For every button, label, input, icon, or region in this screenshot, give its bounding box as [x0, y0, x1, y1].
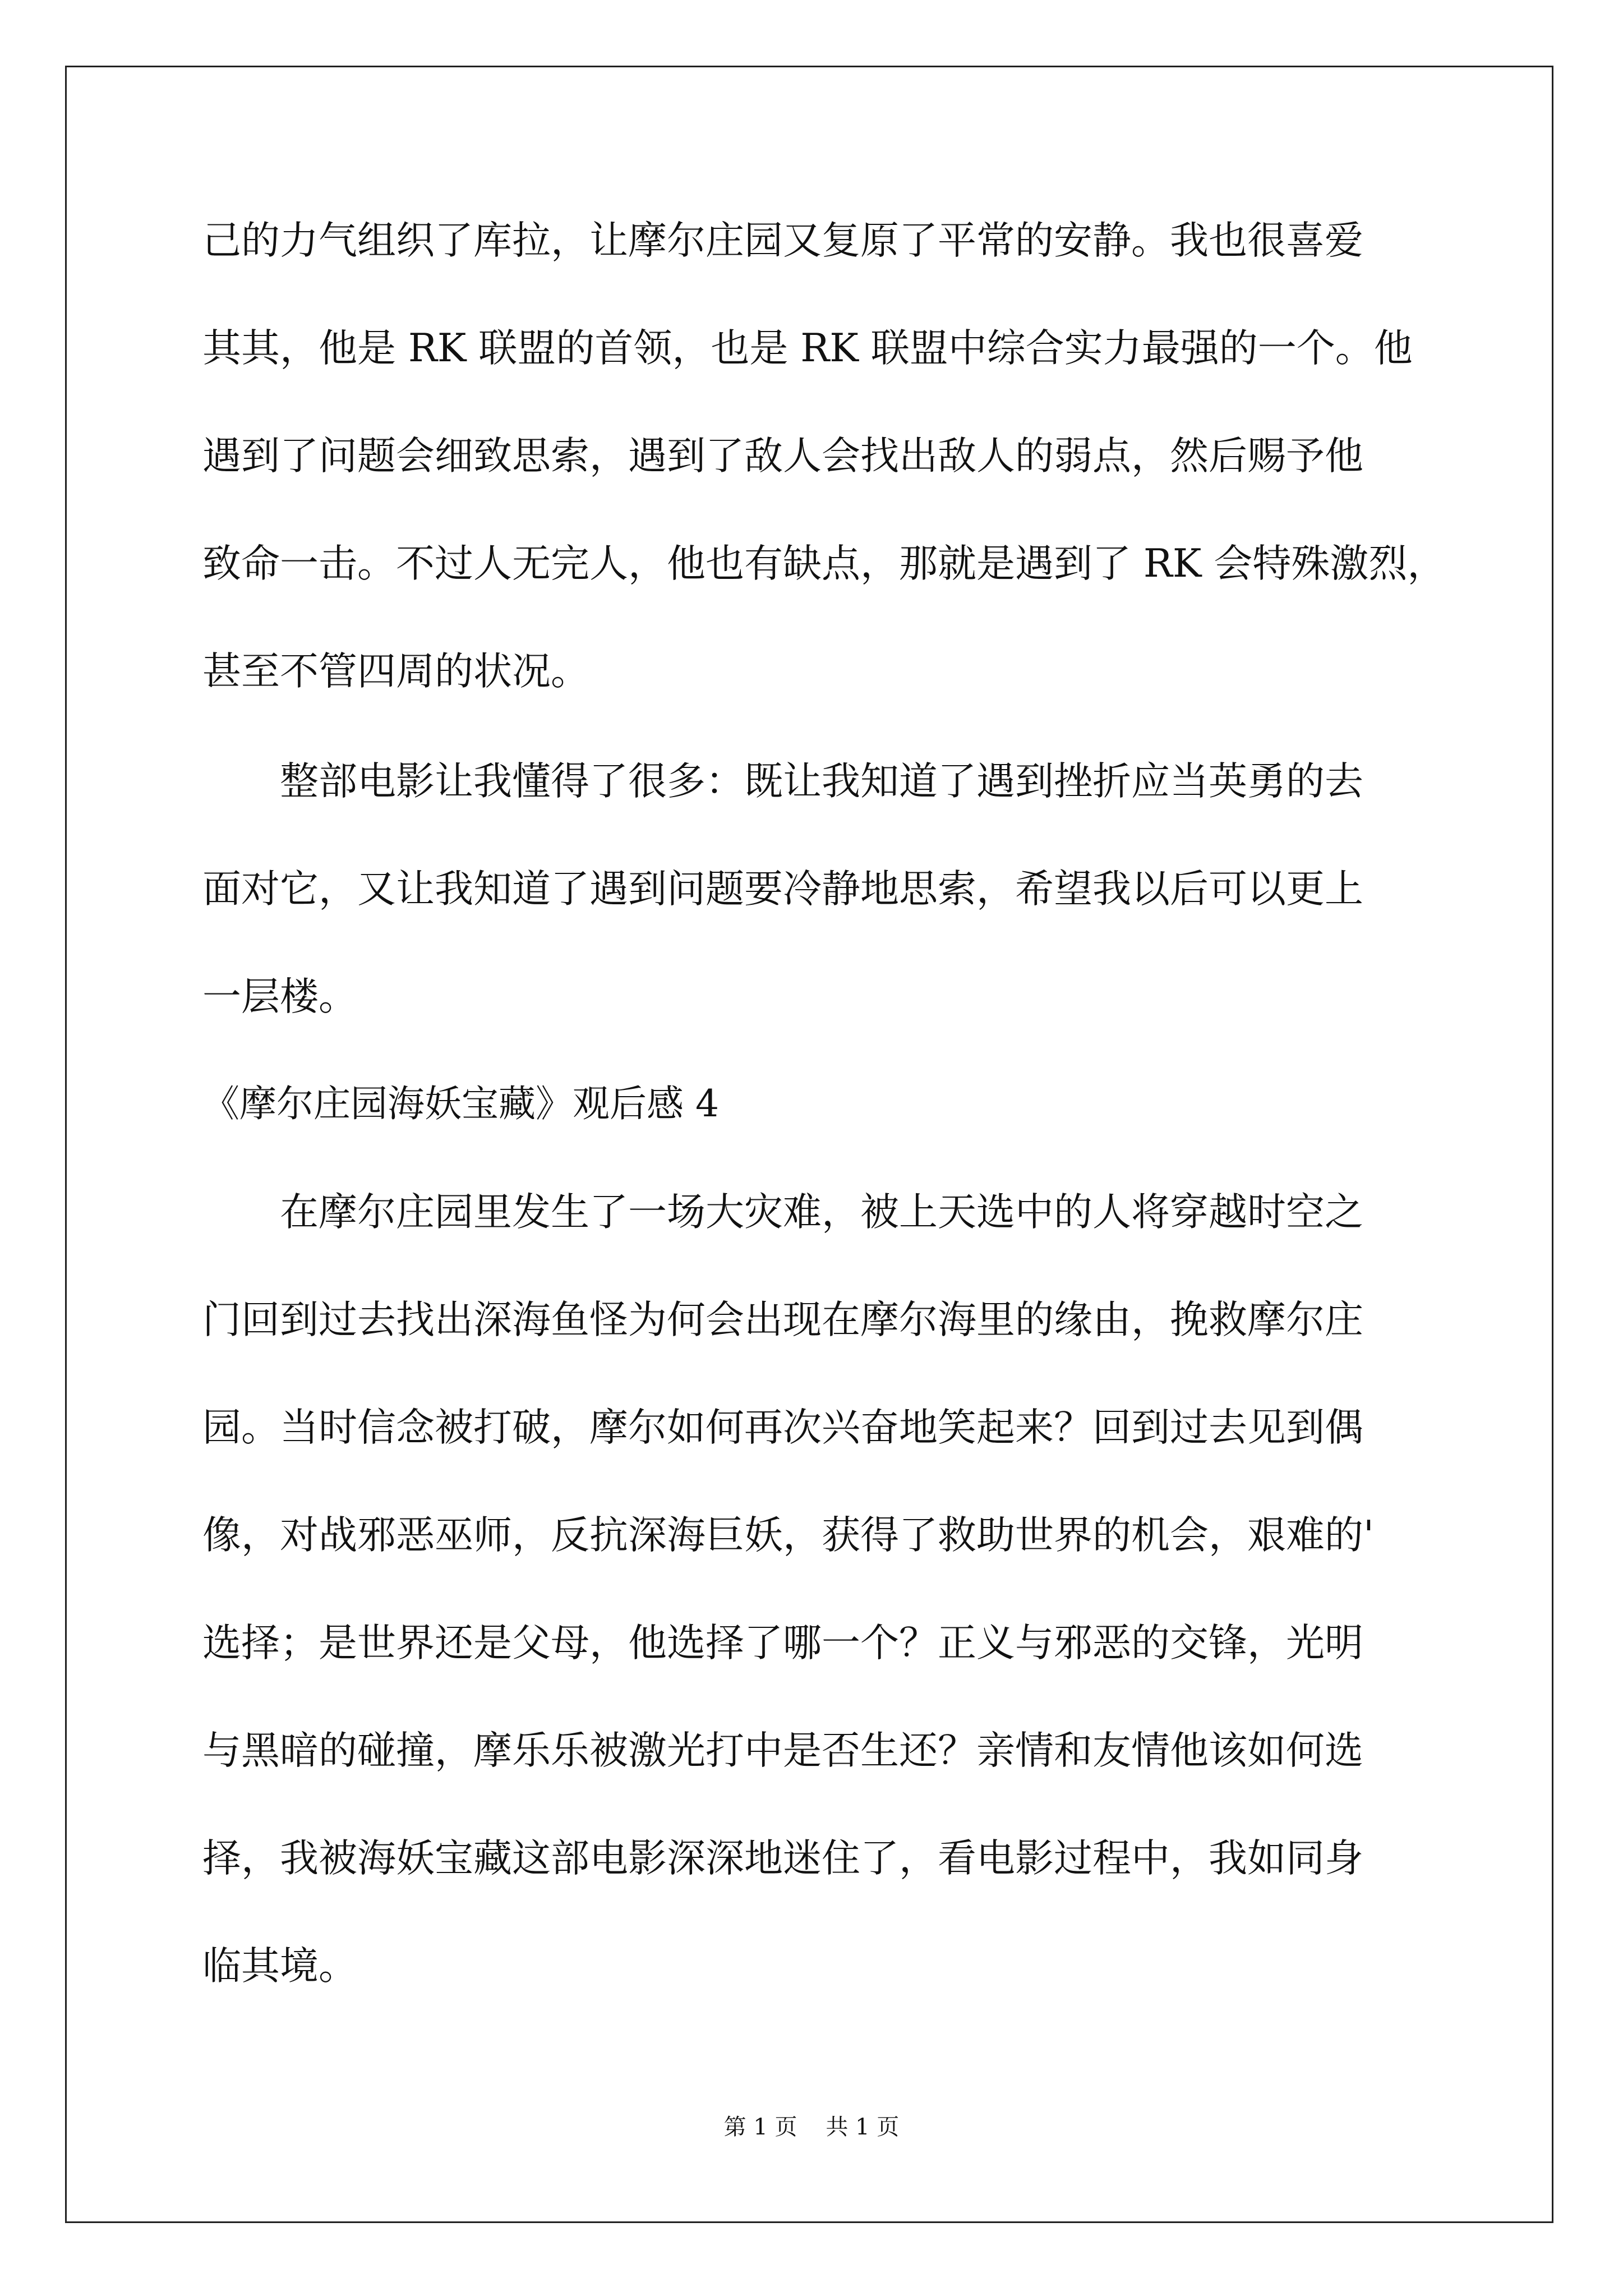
paragraph-3-line-3: 园。当时信念被打破，摩尔如何再次兴奋地笑起来？回到过去见到偶: [202, 1405, 1363, 1450]
paragraph-1-line-5: 甚至不管四周的状况。: [202, 649, 589, 694]
paragraph-2-line-3: 一层楼。: [202, 974, 357, 1019]
paragraph-3-line-2: 门回到过去找出深海鱼怪为何会出现在摩尔海里的缘由，挽救摩尔庄: [202, 1297, 1363, 1342]
paragraph-3-line-8: 临其境。: [202, 1944, 357, 1989]
paragraph-3-line-4: 像，对战邪恶巫师，反抗深海巨妖，获得了救助世界的机会，艰难的': [202, 1513, 1374, 1558]
page-footer: [0, 2109, 1623, 2141]
page-total: 共 1 页: [826, 2114, 900, 2140]
page-number: 第 1 页: [723, 2114, 797, 2140]
section-title: 《摩尔庄园海妖宝藏》观后感 4: [202, 1082, 719, 1125]
paragraph-3-line-5: 选择；是世界还是父母，他选择了哪一个？正义与邪恶的交锋，光明: [202, 1621, 1363, 1665]
paragraph-3-line-6: 与黑暗的碰撞，摩乐乐被激光打中是否生还？亲情和友情他该如何选: [202, 1728, 1363, 1773]
paragraph-3-line-7: 择，我被海妖宝藏这部电影深深地迷住了，看电影过程中，我如同身: [202, 1836, 1363, 1881]
paragraph-1-line-3: 遇到了问题会细致思索，遇到了敌人会找出敌人的弱点，然后赐予他: [202, 434, 1363, 478]
page-border: [65, 66, 1553, 2223]
paragraph-1-line-2: 其其，他是 RK 联盟的首领，也是 RK 联盟中综合实力最强的一个。他: [202, 326, 1413, 371]
paragraph-1-line-1: 己的力气组织了库拉，让摩尔庄园又复原了平常的安静。我也很喜爱: [202, 218, 1363, 263]
paragraph-2-line-1: 整部电影让我懂得了很多：既让我知道了遇到挫折应当英勇的去: [280, 759, 1363, 804]
paragraph-1-line-4: 致命一击。不过人无完人，他也有缺点，那就是遇到了 RK 会特殊激烈，: [202, 541, 1446, 586]
paragraph-2-line-2: 面对它，又让我知道了遇到问题要冷静地思索，希望我以后可以更上: [202, 867, 1363, 912]
paragraph-3-line-1: 在摩尔庄园里发生了一场大灾难，被上天选中的人将穿越时空之: [280, 1190, 1363, 1235]
